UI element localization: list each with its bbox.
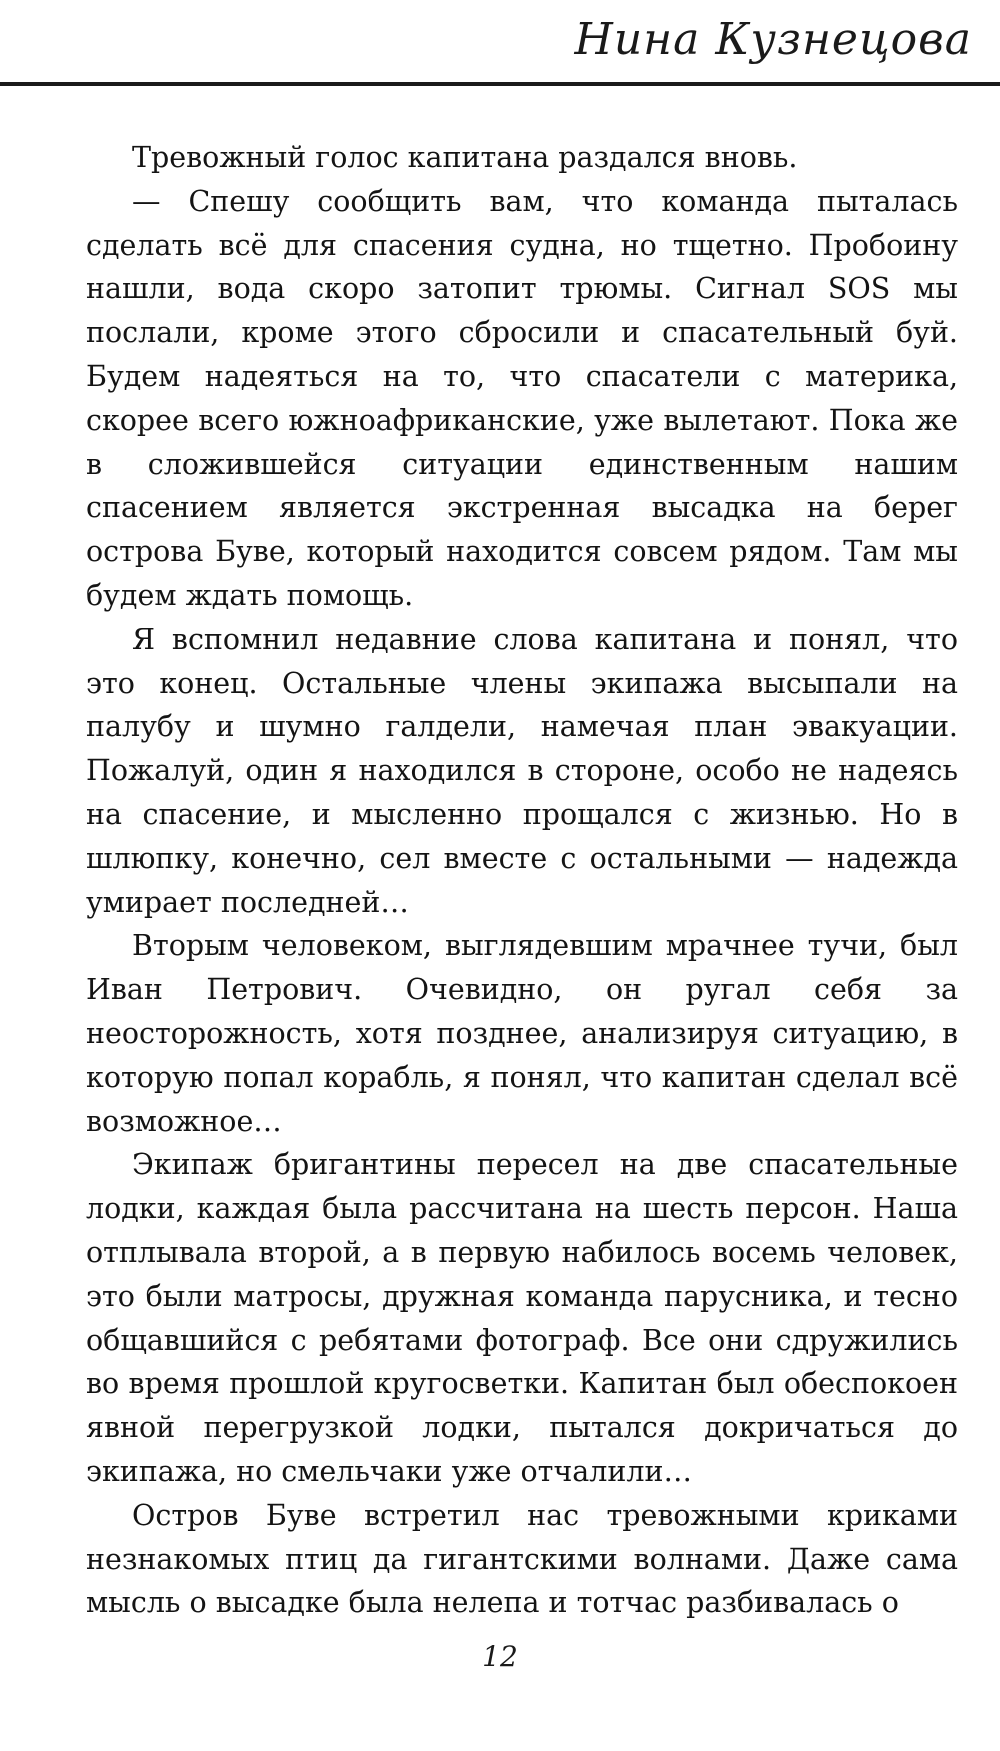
paragraph: Вторым человеком, выглядевшим мрачнее тучи, был Иван Петрович. Очевидно, он ругал себя за неосторожность, хотя позднее, анализируя ситуацию, в которую попал корабль, я понял, что капитан сделал всё возможное… xyxy=(86,929,958,1138)
paragraph: Остров Буве встретил нас тревожными криками незнакомых птиц да гигантскими волнами. Даже сама мысль о высадке была нелепа и тотчас разбивалась о xyxy=(86,1498,958,1620)
paragraph: Я вспомнил недавние слова капитана и понял, что это конец. Остальные члены экипажа высыпали на палубу и шумно галдели, намечая план эвакуации. Пожалуй, один я находился в стороне, особо не надеясь на спасение, и мысленно прощался с жизнью. Но в шлюпку, конечно, сел вместе с остальными — надежда умирает последней… xyxy=(86,622,958,919)
running-header-author: Нина Кузнецова xyxy=(574,14,972,65)
paragraph: Экипаж бригантины пересел на две спасательные лодки, каждая была рассчитана на шесть персон. Наша отплывала второй, а в первую набилось восемь человек, это были матросы, дружная команда парусника, и тесно общавшийся с ребятами фотограф. Все они сдружились во время прошлой кругосветки. Капитан был обеспокоен явной перегрузкой лодки, пытался докричаться до экипажа, но смельчаки уже отчалили… xyxy=(86,1148,958,1488)
paragraph: — Спешу сообщить вам, что команда пыталась сделать всё для спасения судна, но тщетно. Пробоину нашли, вода скоро затопит трюмы. Сигнал SOS мы послали, кроме этого сбросили и спасательный буй. Будем надеяться на то, что спасатели с материка, скорее всего южноафриканские, уже вылетают. Пока же в сложившейся ситуации единственным нашим спасением является экстренная высадка на берег острова Буве, который находится совсем рядом. Там мы будем ждать помощь. xyxy=(86,184,958,612)
header-rule xyxy=(0,82,1000,86)
page-number: 12 xyxy=(482,1640,518,1673)
body-text xyxy=(86,136,958,1625)
paragraph: Тревожный голос капитана раздался вновь. xyxy=(132,141,798,174)
